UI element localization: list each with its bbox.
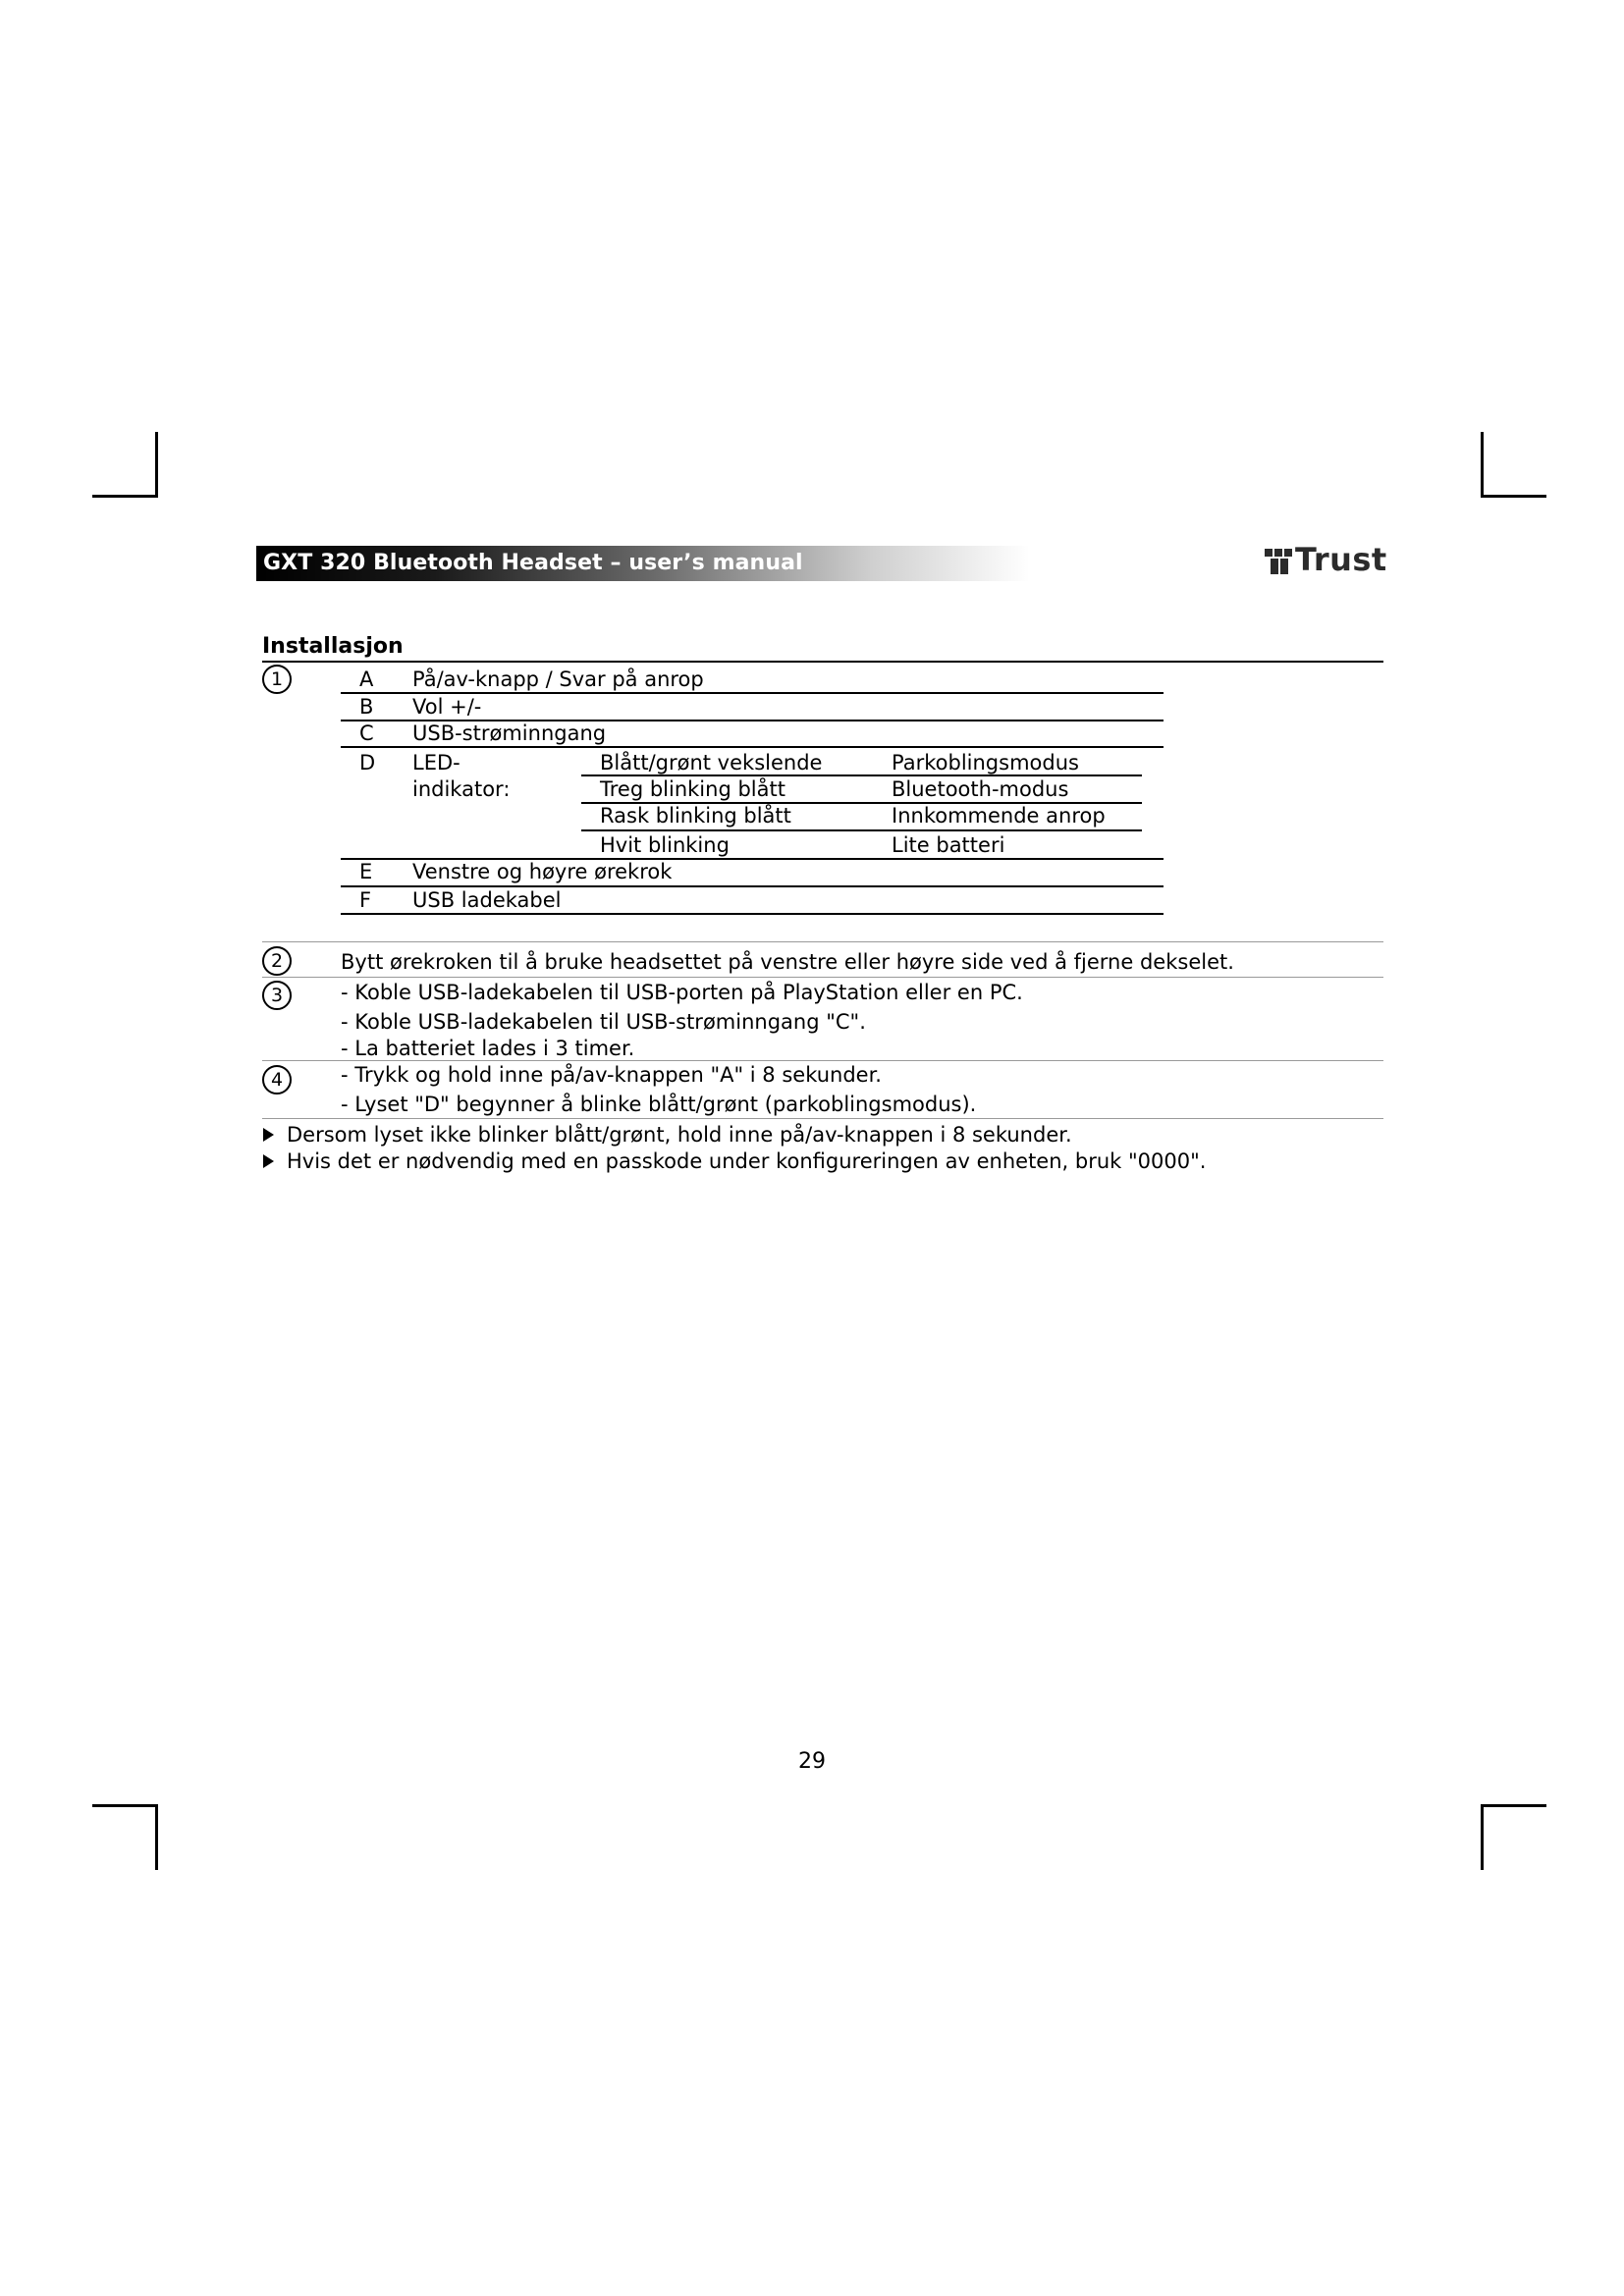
part-letter-c: C — [359, 721, 374, 745]
step-divider — [262, 941, 1383, 942]
trust-logo-text: Trust — [1295, 541, 1387, 578]
part-letter-a: A — [359, 667, 374, 691]
part-label-d-line1: LED- — [412, 751, 460, 774]
note-text: Dersom lyset ikke blinker blått/grønt, hold inne på/av-knappen i 8 sekunder. — [287, 1123, 1072, 1147]
led-meaning: Innkommende anrop — [892, 804, 1106, 828]
step-number-3: 3 — [262, 981, 292, 1010]
note-text: Hvis det er nødvendig med en passkode under konfigureringen av enheten, bruk "0000". — [287, 1149, 1207, 1173]
step-4-line: - Trykk og hold inne på/av-knappen "A" i 8 sekunder. — [341, 1063, 882, 1087]
part-label-c: USB-strøminngang — [412, 721, 607, 745]
led-meaning: Lite batteri — [892, 833, 1005, 857]
table-rule — [341, 885, 1164, 887]
bullet-arrow-icon — [263, 1154, 274, 1168]
led-signal: Rask blinking blått — [600, 804, 791, 828]
crop-mark-bottom-left — [92, 1804, 158, 1870]
step-2-text: Bytt ørekroken til å bruke headsettet på venstre eller høyre side ved å fjerne dekselet. — [341, 950, 1234, 974]
header-bar — [256, 546, 1248, 581]
part-letter-d: D — [359, 751, 376, 774]
part-letter-e: E — [359, 860, 373, 883]
part-label-f: USB ladekabel — [412, 888, 562, 912]
part-letter-f: F — [359, 888, 372, 912]
step-divider — [262, 1060, 1383, 1061]
crop-mark-top-right — [1481, 432, 1546, 498]
led-meaning: Bluetooth-modus — [892, 777, 1069, 801]
led-table-rule — [581, 774, 1142, 776]
part-label-a: På/av-knapp / Svar på anrop — [412, 667, 704, 691]
step-number-1: 1 — [262, 665, 292, 694]
section-title: Installasjon — [262, 634, 404, 659]
step-divider — [262, 1118, 1383, 1119]
led-signal: Hvit blinking — [600, 833, 730, 857]
step-3-line: - Koble USB-ladekabelen til USB-porten på PlayStation eller en PC. — [341, 981, 1023, 1004]
table-rule — [341, 746, 1164, 748]
step-3-line: - Koble USB-ladekabelen til USB-strøminngang "C". — [341, 1010, 866, 1034]
bullet-arrow-icon — [263, 1128, 274, 1142]
led-signal: Treg blinking blått — [600, 777, 785, 801]
section-title-rule — [262, 661, 1383, 663]
part-label-e: Venstre og høyre ørekrok — [412, 860, 673, 883]
crop-mark-bottom-right — [1481, 1804, 1546, 1870]
trust-logo — [1265, 541, 1387, 578]
step-3-line: - La batteriet lades i 3 timer. — [341, 1037, 635, 1060]
step-number-2: 2 — [262, 946, 292, 976]
table-rule — [341, 692, 1164, 694]
led-meaning: Parkoblingsmodus — [892, 751, 1079, 774]
part-label-d-line2: indikator: — [412, 777, 511, 801]
led-table-rule — [581, 829, 1142, 831]
crop-mark-top-left — [92, 432, 158, 498]
table-rule — [341, 913, 1164, 915]
step-4-line: - Lyset "D" begynner å blinke blått/grønt (parkoblingsmodus). — [341, 1093, 977, 1116]
part-label-b: Vol +/- — [412, 695, 482, 719]
step-divider — [262, 977, 1383, 978]
led-signal: Blått/grønt vekslende — [600, 751, 823, 774]
trust-logo-icon — [1265, 545, 1292, 574]
part-letter-b: B — [359, 695, 374, 719]
page-number: 29 — [798, 1749, 826, 1774]
step-number-4: 4 — [262, 1065, 292, 1095]
manual-title: GXT 320 Bluetooth Headset – user’s manual — [263, 551, 803, 575]
